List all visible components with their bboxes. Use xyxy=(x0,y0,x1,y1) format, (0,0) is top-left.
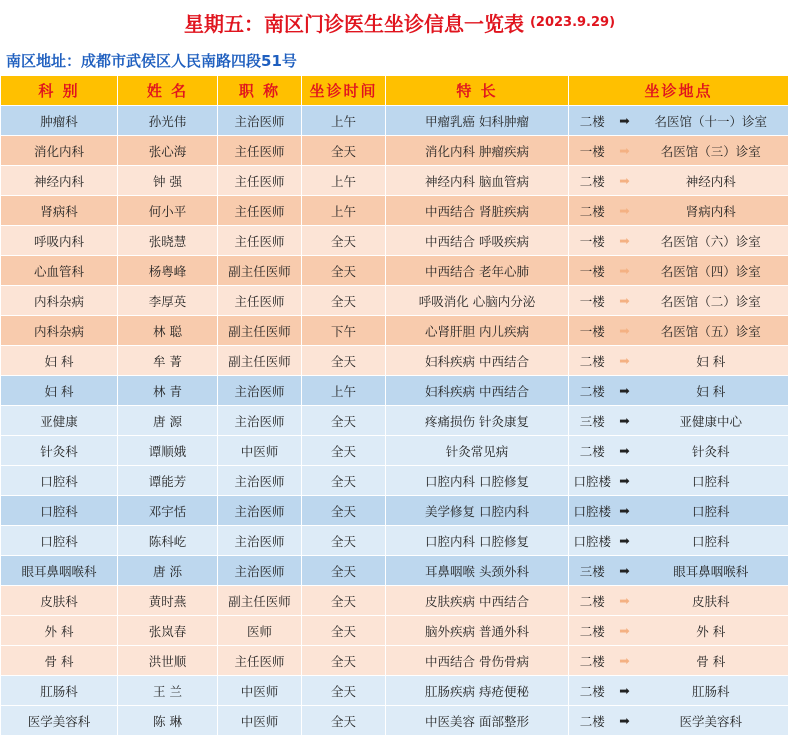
table-row xyxy=(1,256,789,286)
table-row xyxy=(1,646,789,676)
arrow-right-icon: ➡ xyxy=(616,496,634,526)
arrow-right-icon: ➡ xyxy=(616,226,634,256)
cell-doctor-name: 钟 强 xyxy=(118,166,218,196)
cell-floor: 二楼 xyxy=(569,196,616,226)
cell-doctor-name: 谭顺娥 xyxy=(118,436,218,466)
cell-dept: 亚健康 xyxy=(1,406,118,436)
cell-location: 名医馆（四）诊室 xyxy=(634,256,789,286)
cell-specialty xyxy=(386,346,569,376)
table-row xyxy=(1,346,789,376)
specialty-text: 美学修复 口腔内科 xyxy=(425,503,529,519)
table-row xyxy=(1,196,789,226)
cell-specialty xyxy=(386,406,569,436)
cell-specialty xyxy=(386,616,569,646)
specialty-text: 甲瘤乳癌 妇科肿瘤 xyxy=(425,113,529,129)
specialty-text: 消化内科 肿瘤疾病 xyxy=(425,143,529,159)
cell-dept: 口腔科 xyxy=(1,496,118,526)
table-row xyxy=(1,106,789,136)
cell-title: 主任医师 xyxy=(218,136,302,166)
cell-floor: 二楼 xyxy=(569,376,616,406)
cell-time: 全天 xyxy=(302,226,386,256)
cell-specialty xyxy=(386,526,569,556)
page-title: 星期五：南区门诊医生坐诊信息一览表 xyxy=(183,12,524,36)
cell-floor: 口腔楼 xyxy=(569,466,616,496)
cell-title: 副主任医师 xyxy=(218,586,302,616)
schedule-table xyxy=(0,75,789,736)
specialty-text: 脑外疾病 普通外科 xyxy=(425,623,529,639)
cell-title: 主治医师 xyxy=(218,106,302,136)
cell-time: 上午 xyxy=(302,166,386,196)
arrow-right-icon: ➡ xyxy=(616,616,634,646)
header-location: 坐诊地点 xyxy=(569,76,789,106)
cell-time: 全天 xyxy=(302,406,386,436)
arrow-right-icon: ➡ xyxy=(616,526,634,556)
cell-dept: 消化内科 xyxy=(1,136,118,166)
header-time: 坐诊时间 xyxy=(302,76,386,106)
cell-title: 主治医师 xyxy=(218,496,302,526)
arrow-right-icon: ➡ xyxy=(616,556,634,586)
cell-floor: 一楼 xyxy=(569,256,616,286)
table-row xyxy=(1,376,789,406)
specialty-text: 妇科疾病 中西结合 xyxy=(425,383,529,399)
cell-location: 皮肤科 xyxy=(634,586,789,616)
cell-title: 主治医师 xyxy=(218,466,302,496)
cell-specialty xyxy=(386,136,569,166)
cell-time: 全天 xyxy=(302,526,386,556)
cell-time: 全天 xyxy=(302,706,386,736)
cell-floor: 口腔楼 xyxy=(569,526,616,556)
table-row xyxy=(1,286,789,316)
header-name: 姓 名 xyxy=(118,76,218,106)
cell-dept: 眼耳鼻咽喉科 xyxy=(1,556,118,586)
cell-location: 亚健康中心 xyxy=(634,406,789,436)
arrow-right-icon: ➡ xyxy=(616,436,634,466)
arrow-right-icon: ➡ xyxy=(616,346,634,376)
cell-title: 主任医师 xyxy=(218,166,302,196)
cell-specialty xyxy=(386,286,569,316)
cell-doctor-name: 谭能芳 xyxy=(118,466,218,496)
cell-doctor-name: 李厚英 xyxy=(118,286,218,316)
specialty-text: 皮肤疾病 中西结合 xyxy=(425,593,529,609)
cell-location: 外 科 xyxy=(634,616,789,646)
table-body xyxy=(1,106,789,736)
cell-dept: 针灸科 xyxy=(1,436,118,466)
cell-specialty xyxy=(386,256,569,286)
cell-dept: 肿瘤科 xyxy=(1,106,118,136)
cell-title: 主任医师 xyxy=(218,226,302,256)
specialty-text: 中西结合 呼吸疾病 xyxy=(425,233,529,249)
specialty-text: 口腔内科 口腔修复 xyxy=(425,533,529,549)
arrow-right-icon: ➡ xyxy=(616,466,634,496)
cell-title: 主任医师 xyxy=(218,196,302,226)
specialty-text: 耳鼻咽喉 头颈外科 xyxy=(425,563,529,579)
specialty-text: 中医美容 面部整形 xyxy=(425,713,529,729)
cell-floor: 一楼 xyxy=(569,136,616,166)
specialty-text: 疼痛损伤 针灸康复 xyxy=(425,413,529,429)
cell-title: 主治医师 xyxy=(218,406,302,436)
cell-floor: 二楼 xyxy=(569,616,616,646)
cell-location: 名医馆（五）诊室 xyxy=(634,316,789,346)
table-row xyxy=(1,586,789,616)
cell-specialty xyxy=(386,646,569,676)
page-date: (2023.9.29) xyxy=(529,15,616,30)
cell-specialty xyxy=(386,106,569,136)
arrow-right-icon: ➡ xyxy=(616,166,634,196)
cell-doctor-name: 邓宇恬 xyxy=(118,496,218,526)
arrow-right-icon: ➡ xyxy=(616,376,634,406)
cell-location: 妇 科 xyxy=(634,346,789,376)
cell-doctor-name: 林 青 xyxy=(118,376,218,406)
cell-floor: 二楼 xyxy=(569,436,616,466)
header-title: 职 称 xyxy=(218,76,302,106)
cell-dept: 内科杂病 xyxy=(1,316,118,346)
cell-dept: 肾病科 xyxy=(1,196,118,226)
arrow-right-icon: ➡ xyxy=(616,646,634,676)
cell-specialty xyxy=(386,316,569,346)
cell-dept: 呼吸内科 xyxy=(1,226,118,256)
cell-time: 全天 xyxy=(302,586,386,616)
cell-floor: 一楼 xyxy=(569,226,616,256)
address-line: 南区地址：成都市武侯区人民南路四段51号 xyxy=(6,51,297,70)
cell-location: 医学美容科 xyxy=(634,706,789,736)
table-row xyxy=(1,556,789,586)
table-header-row xyxy=(1,76,789,106)
cell-dept: 神经内科 xyxy=(1,166,118,196)
cell-time: 全天 xyxy=(302,436,386,466)
specialty-text: 呼吸消化 心脑内分泌 xyxy=(418,293,536,309)
cell-location: 口腔科 xyxy=(634,466,789,496)
cell-time: 全天 xyxy=(302,556,386,586)
specialty-text: 神经内科 脑血管病 xyxy=(425,173,529,189)
arrow-right-icon: ➡ xyxy=(616,286,634,316)
cell-doctor-name: 唐 源 xyxy=(118,406,218,436)
cell-title: 主治医师 xyxy=(218,556,302,586)
cell-location: 眼耳鼻咽喉科 xyxy=(634,556,789,586)
cell-time: 全天 xyxy=(302,676,386,706)
arrow-right-icon: ➡ xyxy=(616,106,634,136)
table-row xyxy=(1,406,789,436)
cell-title: 副主任医师 xyxy=(218,256,302,286)
cell-floor: 二楼 xyxy=(569,646,616,676)
cell-dept: 妇 科 xyxy=(1,376,118,406)
specialty-text: 妇科疾病 中西结合 xyxy=(425,353,529,369)
cell-specialty xyxy=(386,436,569,466)
cell-dept: 医学美容科 xyxy=(1,706,118,736)
cell-location: 肾病内科 xyxy=(634,196,789,226)
table-row xyxy=(1,616,789,646)
cell-time: 上午 xyxy=(302,106,386,136)
cell-time: 全天 xyxy=(302,466,386,496)
cell-time: 全天 xyxy=(302,286,386,316)
cell-doctor-name: 洪世顺 xyxy=(118,646,218,676)
specialty-text: 中西结合 肾脏疾病 xyxy=(425,203,529,219)
cell-title: 主任医师 xyxy=(218,646,302,676)
table-row xyxy=(1,436,789,466)
header-dept: 科 别 xyxy=(1,76,118,106)
cell-floor: 一楼 xyxy=(569,286,616,316)
cell-doctor-name: 陈科屹 xyxy=(118,526,218,556)
cell-doctor-name: 孙光伟 xyxy=(118,106,218,136)
cell-doctor-name: 张心海 xyxy=(118,136,218,166)
specialty-text: 口腔内科 口腔修复 xyxy=(425,473,529,489)
cell-location: 肛肠科 xyxy=(634,676,789,706)
table-row xyxy=(1,676,789,706)
specialty-text: 心肾肝胆 内儿疾病 xyxy=(425,323,529,339)
cell-specialty xyxy=(386,166,569,196)
cell-doctor-name: 牟 菁 xyxy=(118,346,218,376)
cell-title: 主任医师 xyxy=(218,286,302,316)
cell-floor: 二楼 xyxy=(569,166,616,196)
cell-title: 副主任医师 xyxy=(218,316,302,346)
table-row xyxy=(1,166,789,196)
table-row xyxy=(1,316,789,346)
cell-time: 全天 xyxy=(302,496,386,526)
cell-floor: 二楼 xyxy=(569,586,616,616)
cell-title: 副主任医师 xyxy=(218,346,302,376)
cell-dept: 骨 科 xyxy=(1,646,118,676)
cell-specialty xyxy=(386,676,569,706)
header-specialty: 特 长 xyxy=(386,76,569,106)
cell-location: 针灸科 xyxy=(634,436,789,466)
table-row xyxy=(1,466,789,496)
cell-location: 名医馆（二）诊室 xyxy=(634,286,789,316)
cell-floor: 二楼 xyxy=(569,106,616,136)
cell-location: 名医馆（三）诊室 xyxy=(634,136,789,166)
cell-doctor-name: 唐 泺 xyxy=(118,556,218,586)
cell-floor: 二楼 xyxy=(569,706,616,736)
arrow-right-icon: ➡ xyxy=(616,196,634,226)
cell-doctor-name: 张岚春 xyxy=(118,616,218,646)
cell-dept: 口腔科 xyxy=(1,466,118,496)
cell-location: 神经内科 xyxy=(634,166,789,196)
cell-dept: 肛肠科 xyxy=(1,676,118,706)
arrow-right-icon: ➡ xyxy=(616,256,634,286)
cell-location: 口腔科 xyxy=(634,496,789,526)
cell-time: 全天 xyxy=(302,136,386,166)
cell-doctor-name: 林 聪 xyxy=(118,316,218,346)
specialty-text: 针灸常见病 xyxy=(445,443,509,459)
cell-floor: 口腔楼 xyxy=(569,496,616,526)
specialty-text: 肛肠疾病 痔疮便秘 xyxy=(425,683,529,699)
cell-dept: 妇 科 xyxy=(1,346,118,376)
cell-time: 上午 xyxy=(302,376,386,406)
cell-location: 口腔科 xyxy=(634,526,789,556)
cell-floor: 三楼 xyxy=(569,406,616,436)
cell-floor: 二楼 xyxy=(569,346,616,376)
cell-specialty xyxy=(386,586,569,616)
specialty-text: 中西结合 骨伤骨病 xyxy=(425,653,529,669)
cell-title: 主治医师 xyxy=(218,376,302,406)
arrow-right-icon: ➡ xyxy=(616,676,634,706)
cell-location: 名医馆（十一）诊室 xyxy=(634,106,789,136)
arrow-right-icon: ➡ xyxy=(616,586,634,616)
arrow-right-icon: ➡ xyxy=(616,136,634,166)
cell-dept: 心血管科 xyxy=(1,256,118,286)
cell-location: 名医馆（六）诊室 xyxy=(634,226,789,256)
cell-doctor-name: 张晓慧 xyxy=(118,226,218,256)
cell-doctor-name: 杨粤峰 xyxy=(118,256,218,286)
cell-specialty xyxy=(386,196,569,226)
cell-floor: 一楼 xyxy=(569,316,616,346)
cell-specialty xyxy=(386,556,569,586)
table-row xyxy=(1,496,789,526)
cell-floor: 三楼 xyxy=(569,556,616,586)
specialty-text: 中西结合 老年心肺 xyxy=(425,263,529,279)
arrow-right-icon: ➡ xyxy=(616,706,634,736)
cell-dept: 外 科 xyxy=(1,616,118,646)
title-bar xyxy=(0,0,799,45)
cell-specialty xyxy=(386,466,569,496)
cell-location: 骨 科 xyxy=(634,646,789,676)
cell-dept: 口腔科 xyxy=(1,526,118,556)
table-row xyxy=(1,226,789,256)
cell-time: 下午 xyxy=(302,316,386,346)
arrow-right-icon: ➡ xyxy=(616,406,634,436)
cell-doctor-name: 陈 琳 xyxy=(118,706,218,736)
cell-doctor-name: 何小平 xyxy=(118,196,218,226)
cell-specialty xyxy=(386,706,569,736)
cell-doctor-name: 王 兰 xyxy=(118,676,218,706)
cell-time: 全天 xyxy=(302,346,386,376)
table-row xyxy=(1,706,789,736)
cell-specialty xyxy=(386,226,569,256)
cell-title: 中医师 xyxy=(218,676,302,706)
arrow-right-icon: ➡ xyxy=(616,316,634,346)
cell-doctor-name: 黄时燕 xyxy=(118,586,218,616)
cell-title: 主治医师 xyxy=(218,526,302,556)
cell-title: 中医师 xyxy=(218,706,302,736)
cell-specialty xyxy=(386,376,569,406)
cell-title: 医师 xyxy=(218,616,302,646)
cell-time: 全天 xyxy=(302,616,386,646)
cell-floor: 二楼 xyxy=(569,676,616,706)
cell-time: 上午 xyxy=(302,196,386,226)
cell-specialty xyxy=(386,496,569,526)
cell-location: 妇 科 xyxy=(634,376,789,406)
table-row xyxy=(1,136,789,166)
cell-dept: 皮肤科 xyxy=(1,586,118,616)
cell-title: 中医师 xyxy=(218,436,302,466)
cell-dept: 内科杂病 xyxy=(1,286,118,316)
table-row xyxy=(1,526,789,556)
cell-time: 全天 xyxy=(302,646,386,676)
cell-time: 全天 xyxy=(302,256,386,286)
